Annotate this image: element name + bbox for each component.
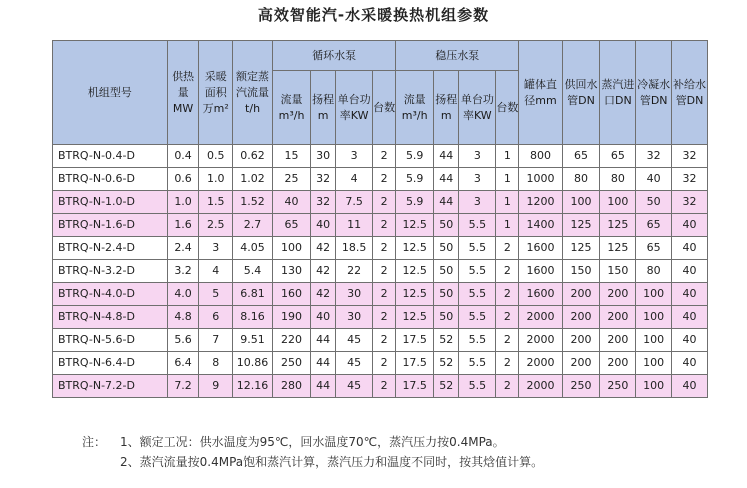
value-cell: 50: [434, 306, 459, 329]
value-cell: 5.5: [459, 260, 496, 283]
value-cell: 3: [459, 168, 496, 191]
value-cell: 40: [273, 191, 311, 214]
value-cell: 44: [434, 168, 459, 191]
value-cell: 50: [434, 283, 459, 306]
note-text-2: 2、蒸汽流量按0.4MPa饱和蒸汽计算，蒸汽压力和温度不同时，按其焓值计算。: [120, 455, 544, 469]
model-cell: BTRQ-N-4.8-D: [53, 306, 168, 329]
value-cell: 0.62: [233, 145, 273, 168]
value-cell: 2000: [519, 306, 562, 329]
value-cell: 1600: [519, 283, 562, 306]
value-cell: 80: [562, 168, 600, 191]
value-cell: 100: [636, 306, 672, 329]
value-cell: 5.5: [459, 283, 496, 306]
value-cell: 44: [434, 145, 459, 168]
value-cell: 42: [310, 260, 335, 283]
value-cell: 200: [562, 306, 600, 329]
value-cell: 100: [636, 352, 672, 375]
header-stab-count: 台数: [496, 71, 519, 145]
value-cell: 1.5: [199, 191, 233, 214]
model-cell: BTRQ-N-3.2-D: [53, 260, 168, 283]
value-cell: 5.4: [233, 260, 273, 283]
value-cell: 40: [672, 352, 708, 375]
table-row: [53, 260, 708, 283]
note-line-1: [82, 432, 543, 452]
note-line-2: [82, 452, 543, 472]
value-cell: 80: [636, 260, 672, 283]
value-cell: 1600: [519, 237, 562, 260]
value-cell: 1.02: [233, 168, 273, 191]
value-cell: 100: [600, 191, 636, 214]
value-cell: 40: [672, 329, 708, 352]
table-row: [53, 283, 708, 306]
header-heat: 供热量MW: [167, 41, 199, 145]
value-cell: 2: [496, 375, 519, 398]
value-cell: 1.52: [233, 191, 273, 214]
value-cell: 5.6: [167, 329, 199, 352]
value-cell: 50: [434, 237, 459, 260]
value-cell: 5.9: [396, 191, 434, 214]
table-row: [53, 329, 708, 352]
value-cell: 4: [336, 168, 373, 191]
value-cell: 50: [636, 191, 672, 214]
header-steam-flow: 额定蒸汽流量t/h: [233, 41, 273, 145]
value-cell: 1: [496, 214, 519, 237]
header-makeup-pipe: 补给水管DN: [672, 41, 708, 145]
value-cell: 2: [496, 283, 519, 306]
value-cell: 7.2: [167, 375, 199, 398]
value-cell: 2.7: [233, 214, 273, 237]
value-cell: 65: [562, 145, 600, 168]
value-cell: 125: [562, 237, 600, 260]
value-cell: 5.5: [459, 214, 496, 237]
value-cell: 50: [434, 260, 459, 283]
value-cell: 200: [600, 352, 636, 375]
value-cell: 3: [336, 145, 373, 168]
value-cell: 40: [672, 306, 708, 329]
value-cell: 65: [636, 214, 672, 237]
value-cell: 45: [336, 375, 373, 398]
value-cell: 125: [600, 237, 636, 260]
value-cell: 65: [600, 145, 636, 168]
value-cell: 45: [336, 352, 373, 375]
value-cell: 15: [273, 145, 311, 168]
value-cell: 52: [434, 329, 459, 352]
value-cell: 800: [519, 145, 562, 168]
value-cell: 3.2: [167, 260, 199, 283]
value-cell: 200: [562, 283, 600, 306]
value-cell: 8.16: [233, 306, 273, 329]
value-cell: 52: [434, 375, 459, 398]
header-stabilizing-pump: 稳压水泵: [396, 41, 519, 71]
value-cell: 250: [562, 375, 600, 398]
value-cell: 2: [373, 375, 396, 398]
table-row: [53, 145, 708, 168]
value-cell: 1000: [519, 168, 562, 191]
header-circ-power: 单台功率KW: [336, 71, 373, 145]
header-stab-head: 扬程m: [434, 71, 459, 145]
value-cell: 5.5: [459, 329, 496, 352]
model-cell: BTRQ-N-4.0-D: [53, 283, 168, 306]
value-cell: 2: [373, 260, 396, 283]
value-cell: 190: [273, 306, 311, 329]
value-cell: 9: [199, 375, 233, 398]
header-steam-inlet: 蒸汽进口DN: [600, 41, 636, 145]
value-cell: 40: [672, 283, 708, 306]
header-area: 采暖面积万m²: [199, 41, 233, 145]
value-cell: 200: [600, 329, 636, 352]
value-cell: 2000: [519, 352, 562, 375]
model-cell: BTRQ-N-1.0-D: [53, 191, 168, 214]
note-text-1: 1、额定工况：供水温度为95℃，回水温度70℃，蒸汽压力按0.4MPa。: [120, 435, 505, 449]
header-stab-flow: 流量m³/h: [396, 71, 434, 145]
value-cell: 2000: [519, 375, 562, 398]
value-cell: 6.81: [233, 283, 273, 306]
value-cell: 130: [273, 260, 311, 283]
value-cell: 1200: [519, 191, 562, 214]
header-supply-return-pipe: 供回水管DN: [562, 41, 600, 145]
value-cell: 1.6: [167, 214, 199, 237]
value-cell: 30: [336, 306, 373, 329]
value-cell: 100: [562, 191, 600, 214]
header-stab-power: 单台功率KW: [459, 71, 496, 145]
header-circ-flow: 流量m³/h: [273, 71, 311, 145]
table-row: [53, 352, 708, 375]
value-cell: 2: [496, 329, 519, 352]
value-cell: 18.5: [336, 237, 373, 260]
value-cell: 4.0: [167, 283, 199, 306]
value-cell: 2000: [519, 329, 562, 352]
value-cell: 0.4: [167, 145, 199, 168]
value-cell: 8: [199, 352, 233, 375]
value-cell: 12.5: [396, 260, 434, 283]
value-cell: 2: [373, 306, 396, 329]
value-cell: 220: [273, 329, 311, 352]
value-cell: 3: [459, 145, 496, 168]
value-cell: 65: [636, 237, 672, 260]
value-cell: 44: [310, 375, 335, 398]
value-cell: 12.5: [396, 214, 434, 237]
model-cell: BTRQ-N-6.4-D: [53, 352, 168, 375]
value-cell: 100: [636, 329, 672, 352]
spec-table: [52, 40, 708, 398]
value-cell: 3: [199, 237, 233, 260]
value-cell: 44: [310, 352, 335, 375]
value-cell: 1400: [519, 214, 562, 237]
value-cell: 12.5: [396, 306, 434, 329]
value-cell: 150: [562, 260, 600, 283]
value-cell: 17.5: [396, 352, 434, 375]
table-row: [53, 168, 708, 191]
value-cell: 32: [672, 191, 708, 214]
model-cell: BTRQ-N-0.4-D: [53, 145, 168, 168]
value-cell: 6: [199, 306, 233, 329]
model-cell: BTRQ-N-7.2-D: [53, 375, 168, 398]
header-tank-diameter: 罐体直径mm: [519, 41, 562, 145]
value-cell: 200: [600, 283, 636, 306]
value-cell: 7: [199, 329, 233, 352]
value-cell: 200: [600, 306, 636, 329]
value-cell: 4.8: [167, 306, 199, 329]
value-cell: 2: [373, 214, 396, 237]
value-cell: 6.4: [167, 352, 199, 375]
value-cell: 30: [336, 283, 373, 306]
value-cell: 44: [310, 329, 335, 352]
value-cell: 125: [562, 214, 600, 237]
value-cell: 1: [496, 145, 519, 168]
value-cell: 45: [336, 329, 373, 352]
value-cell: 2: [373, 283, 396, 306]
value-cell: 22: [336, 260, 373, 283]
value-cell: 10.86: [233, 352, 273, 375]
value-cell: 9.51: [233, 329, 273, 352]
value-cell: 32: [310, 168, 335, 191]
value-cell: 65: [273, 214, 311, 237]
value-cell: 5.5: [459, 375, 496, 398]
value-cell: 200: [562, 352, 600, 375]
value-cell: 125: [600, 214, 636, 237]
value-cell: 2.4: [167, 237, 199, 260]
value-cell: 200: [562, 329, 600, 352]
table-row: [53, 237, 708, 260]
value-cell: 1.0: [199, 168, 233, 191]
value-cell: 0.6: [167, 168, 199, 191]
value-cell: 1: [496, 191, 519, 214]
value-cell: 32: [672, 168, 708, 191]
value-cell: 4.05: [233, 237, 273, 260]
value-cell: 1.0: [167, 191, 199, 214]
header-circulation-pump: 循环水泵: [273, 41, 396, 71]
model-cell: BTRQ-N-2.4-D: [53, 237, 168, 260]
value-cell: 2: [373, 168, 396, 191]
value-cell: 50: [434, 214, 459, 237]
value-cell: 52: [434, 352, 459, 375]
value-cell: 250: [273, 352, 311, 375]
value-cell: 2: [373, 329, 396, 352]
value-cell: 2: [373, 145, 396, 168]
value-cell: 12.16: [233, 375, 273, 398]
table-row: [53, 375, 708, 398]
value-cell: 7.5: [336, 191, 373, 214]
value-cell: 160: [273, 283, 311, 306]
value-cell: 2: [496, 260, 519, 283]
value-cell: 100: [636, 375, 672, 398]
notes: [82, 432, 543, 472]
value-cell: 40: [672, 214, 708, 237]
value-cell: 40: [310, 214, 335, 237]
value-cell: 5: [199, 283, 233, 306]
value-cell: 5.5: [459, 237, 496, 260]
page-title: 高效智能汽-水采暖换热机组参数: [257, 6, 490, 24]
value-cell: 100: [636, 283, 672, 306]
value-cell: 2: [373, 352, 396, 375]
value-cell: 17.5: [396, 375, 434, 398]
value-cell: 250: [600, 375, 636, 398]
header-circ-head: 扬程m: [310, 71, 335, 145]
value-cell: 32: [672, 145, 708, 168]
value-cell: 17.5: [396, 329, 434, 352]
value-cell: 30: [310, 145, 335, 168]
model-cell: BTRQ-N-1.6-D: [53, 214, 168, 237]
value-cell: 1: [496, 168, 519, 191]
value-cell: 2: [373, 237, 396, 260]
value-cell: 5.5: [459, 306, 496, 329]
value-cell: 11: [336, 214, 373, 237]
table-row: [53, 214, 708, 237]
header-model: 机组型号: [53, 41, 168, 145]
value-cell: 40: [672, 237, 708, 260]
value-cell: 40: [672, 375, 708, 398]
value-cell: 12.5: [396, 237, 434, 260]
note-prefix: 注：: [82, 435, 107, 449]
value-cell: 1600: [519, 260, 562, 283]
value-cell: 40: [636, 168, 672, 191]
value-cell: 32: [636, 145, 672, 168]
value-cell: 4: [199, 260, 233, 283]
value-cell: 40: [310, 306, 335, 329]
model-cell: BTRQ-N-0.6-D: [53, 168, 168, 191]
table-body: [53, 145, 708, 398]
value-cell: 42: [310, 283, 335, 306]
table-row: [53, 191, 708, 214]
value-cell: 280: [273, 375, 311, 398]
value-cell: 12.5: [396, 283, 434, 306]
value-cell: 2.5: [199, 214, 233, 237]
value-cell: 40: [672, 260, 708, 283]
model-cell: BTRQ-N-5.6-D: [53, 329, 168, 352]
value-cell: 2: [373, 191, 396, 214]
table-row: [53, 306, 708, 329]
value-cell: 150: [600, 260, 636, 283]
value-cell: 100: [273, 237, 311, 260]
header-condensate-pipe: 冷凝水管DN: [636, 41, 672, 145]
value-cell: 2: [496, 237, 519, 260]
value-cell: 80: [600, 168, 636, 191]
value-cell: 5.5: [459, 352, 496, 375]
value-cell: 5.9: [396, 168, 434, 191]
value-cell: 2: [496, 352, 519, 375]
value-cell: 2: [496, 306, 519, 329]
value-cell: 42: [310, 237, 335, 260]
value-cell: 44: [434, 191, 459, 214]
value-cell: 5.9: [396, 145, 434, 168]
header-circ-count: 台数: [373, 71, 396, 145]
value-cell: 25: [273, 168, 311, 191]
value-cell: 0.5: [199, 145, 233, 168]
value-cell: 3: [459, 191, 496, 214]
value-cell: 32: [310, 191, 335, 214]
